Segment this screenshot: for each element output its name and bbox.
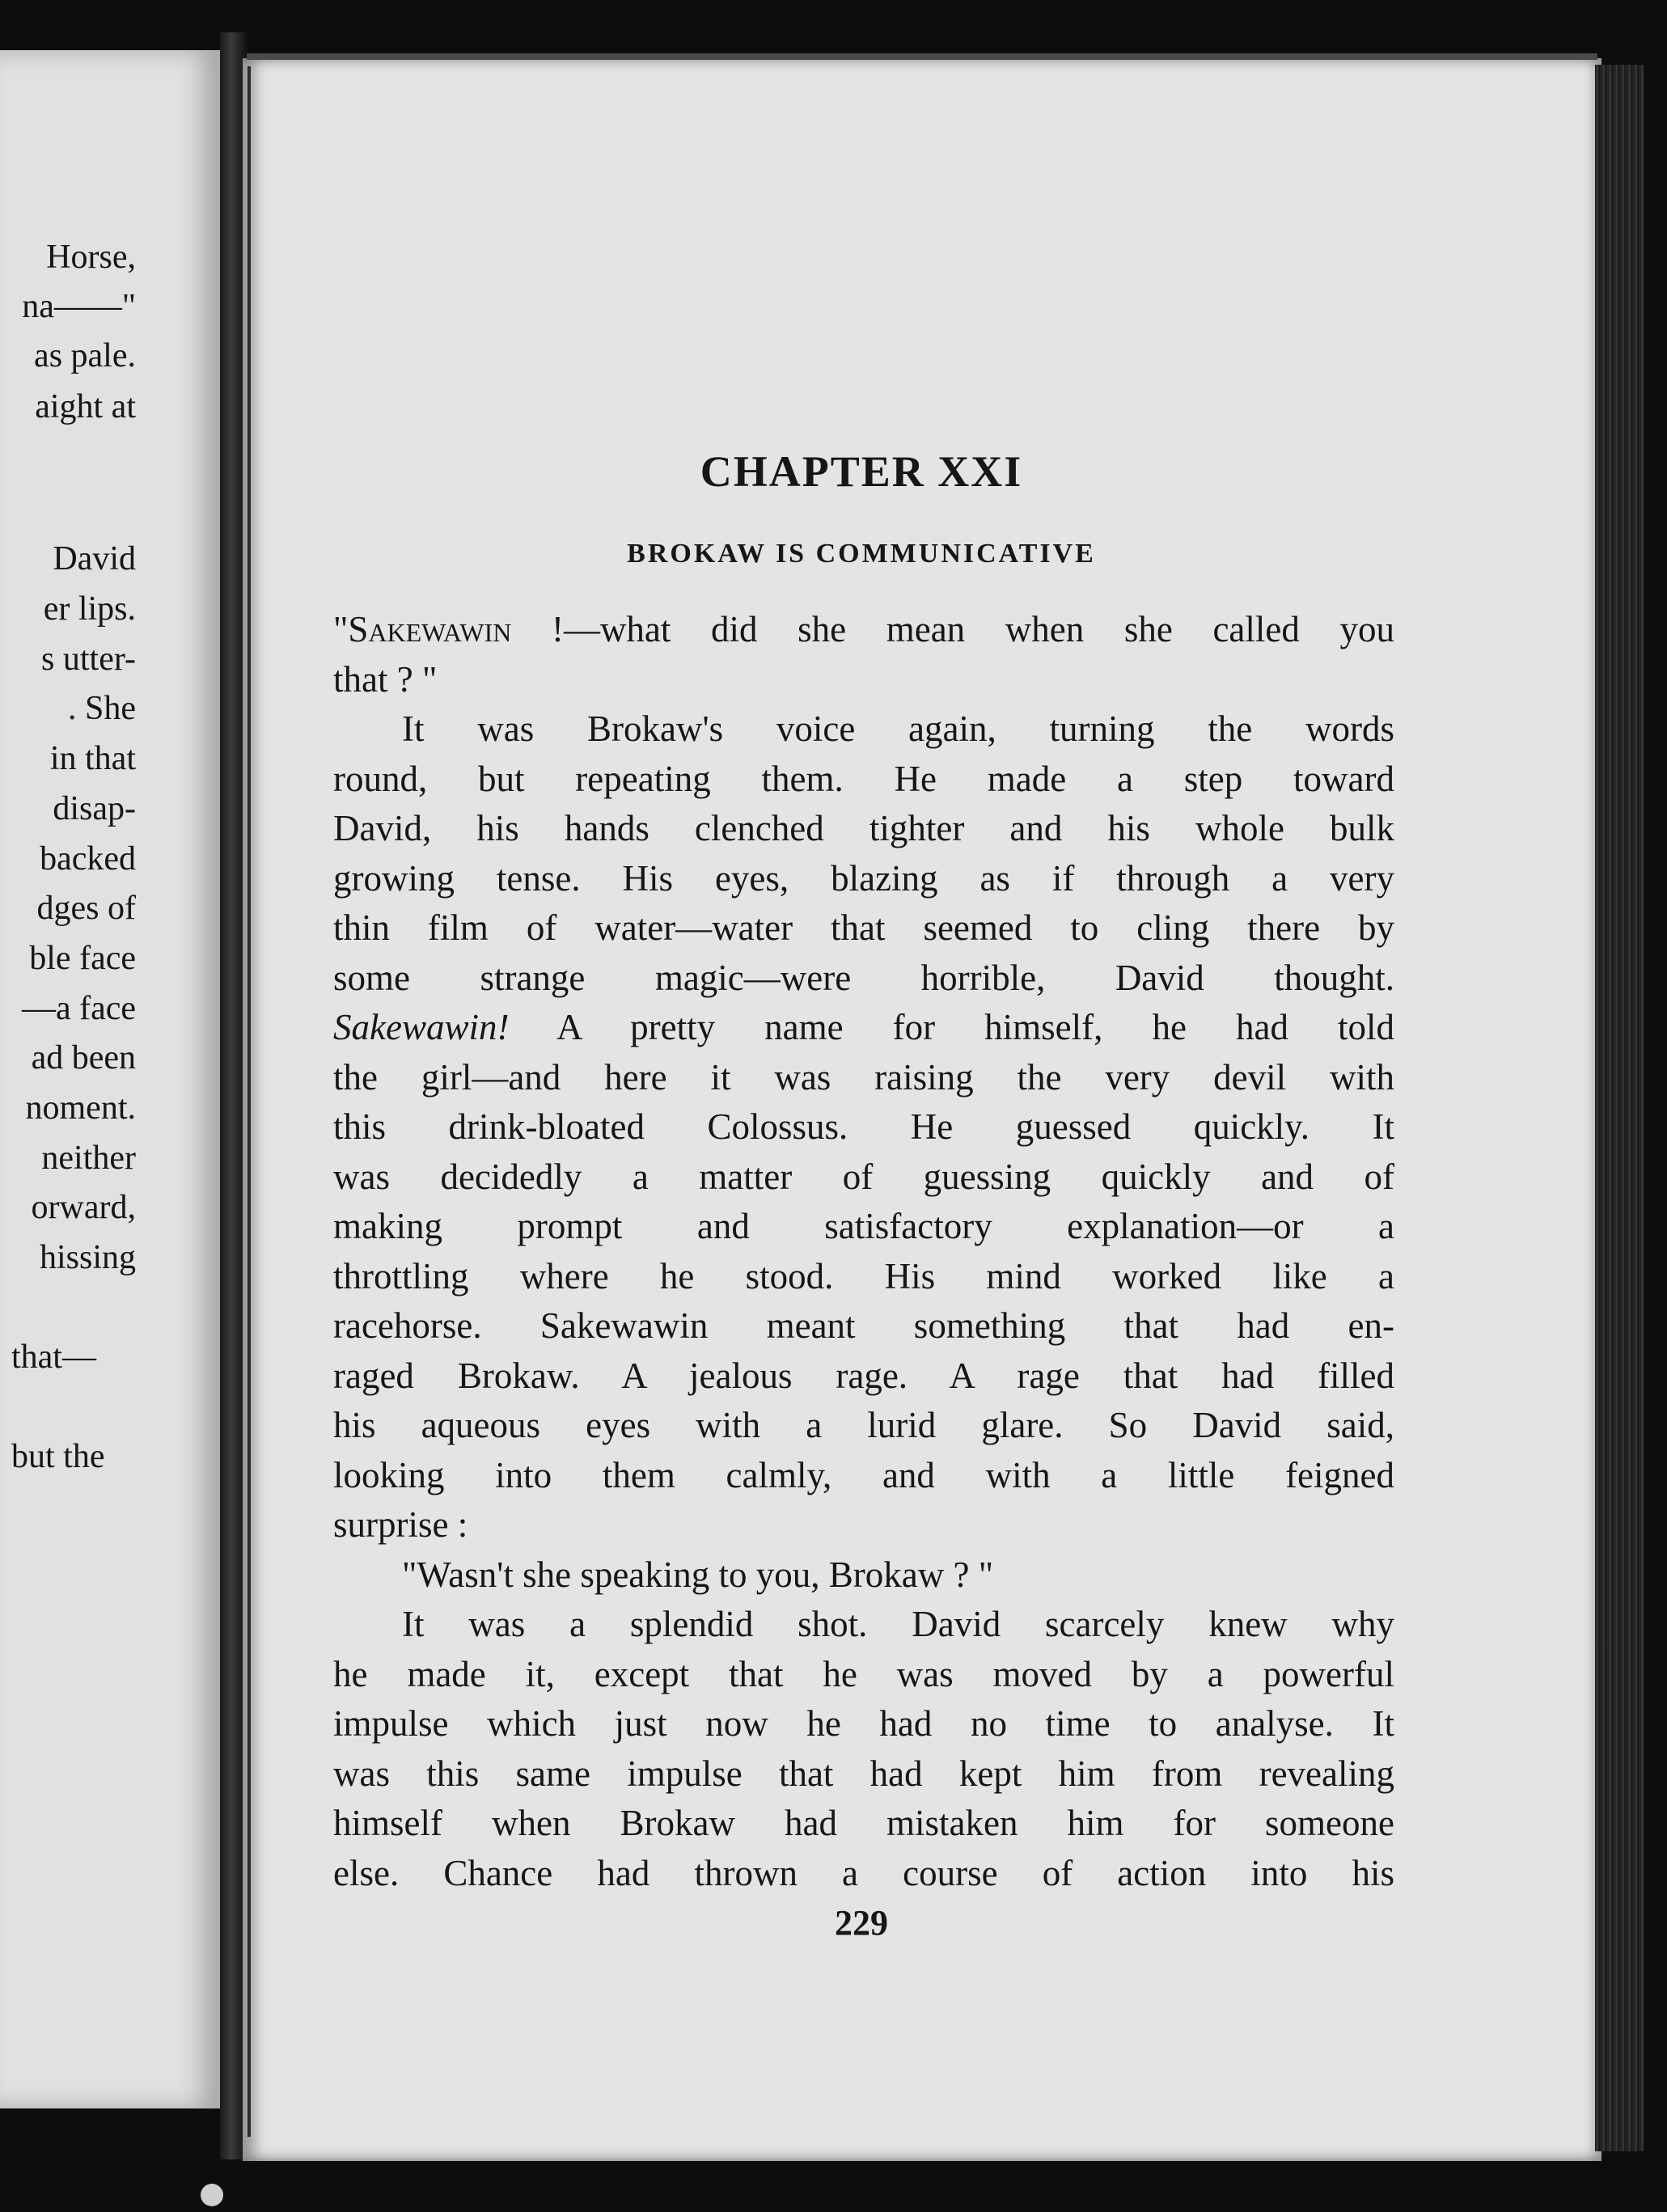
text-line: surprise : <box>333 1504 468 1545</box>
left-page-line: Horse, <box>46 239 136 276</box>
left-page-line: aight at <box>35 388 136 425</box>
chapter-subtitle: BROKAW IS COMMUNICATIVE <box>627 539 1096 569</box>
text-line: It was a splendid shot. David scarcely knew why <box>402 1604 1394 1644</box>
text-line <box>333 605 1394 655</box>
text-line: "Wasn't she speaking to you, Brokaw ? " <box>402 1554 994 1595</box>
text-line: he made it, except that he was moved by a powerful <box>333 1653 1394 1694</box>
left-page-line: but the <box>11 1438 105 1475</box>
left-page-line: s utter- <box>41 641 136 678</box>
text-line: growing tense. His eyes, blazing as if through a very <box>333 857 1394 899</box>
text-line: raged Brokaw. A jealous rage. A rage that had filled <box>333 1355 1394 1396</box>
left-page-line: disap- <box>53 790 136 827</box>
text-line: It was Brokaw's voice again, turning the words <box>402 708 1394 749</box>
left-page-line: dges of <box>36 890 136 927</box>
text-line: that ? " <box>333 658 438 700</box>
opening-word: "Sakewawin <box>333 609 512 649</box>
left-page-line: backed <box>40 840 136 878</box>
text-line: else. Chance had thrown a course of action into his <box>333 1852 1394 1893</box>
text-line: looking into them calmly, and with a little feigned <box>333 1454 1394 1495</box>
left-page-line: . She <box>68 690 136 727</box>
left-page-line: orward, <box>31 1189 136 1226</box>
left-page-line: hissing <box>39 1239 136 1276</box>
left-page-line: in that <box>49 740 136 777</box>
left-page-line: David <box>53 540 136 577</box>
text-line: was decidedly a matter of guessing quickly and of <box>333 1156 1394 1197</box>
chapter-body <box>333 605 1394 1898</box>
text-line: round, but repeating them. He made a step toward <box>333 758 1394 799</box>
text-line: his aqueous eyes with a lurid glare. So David said, <box>333 1405 1394 1445</box>
italic-word: Sakewawin! <box>333 1007 510 1047</box>
text-line: was this same impulse that had kept him from revealing <box>333 1753 1394 1794</box>
left-page-line: ad been <box>31 1039 136 1076</box>
left-page-line: er lips. <box>43 590 136 628</box>
text-line: David, his hands clenched tighter and his whole bulk <box>333 808 1394 848</box>
chapter-title: CHAPTER XXI <box>700 447 1023 496</box>
text-line: himself when Brokaw had mistaken him for someone <box>333 1803 1394 1843</box>
text-line <box>333 1003 1394 1053</box>
text-line: throttling where he stood. His mind worked like a <box>333 1255 1394 1296</box>
left-page-line: as pale. <box>34 337 136 374</box>
page-stack-edge <box>1595 65 1644 2151</box>
left-page-line: noment. <box>25 1089 136 1127</box>
text-line: thin film of water—water that seemed to cling there by <box>333 907 1394 948</box>
left-page-line: neither <box>41 1140 136 1177</box>
scan-artifact <box>201 2184 223 2206</box>
left-page-line: na——" <box>22 288 136 325</box>
text-line: making prompt and satisfactory explanation—or a <box>333 1206 1394 1246</box>
page-top-edge <box>247 53 1597 60</box>
left-page-line: —a face <box>21 990 136 1027</box>
text-line: some strange magic—were horrible, David thought. <box>333 957 1394 998</box>
left-page <box>0 50 220 2108</box>
page-number: 229 <box>835 1903 888 1943</box>
text-line: the girl—and here it was raising the very devil with <box>333 1056 1394 1098</box>
text-fragment: !—what did she mean when she called you <box>511 609 1394 649</box>
left-page-line: ble face <box>29 940 136 977</box>
text-line: this drink-bloated Colossus. He guessed quickly. It <box>333 1106 1394 1147</box>
text-line: racehorse. Sakewawin meant something that had en- <box>333 1305 1394 1346</box>
text-fragment: A pretty name for himself, he had told <box>509 1007 1394 1047</box>
text-line: impulse which just now he had no time to analyse. It <box>333 1703 1394 1744</box>
left-page-line: that— <box>11 1339 96 1376</box>
